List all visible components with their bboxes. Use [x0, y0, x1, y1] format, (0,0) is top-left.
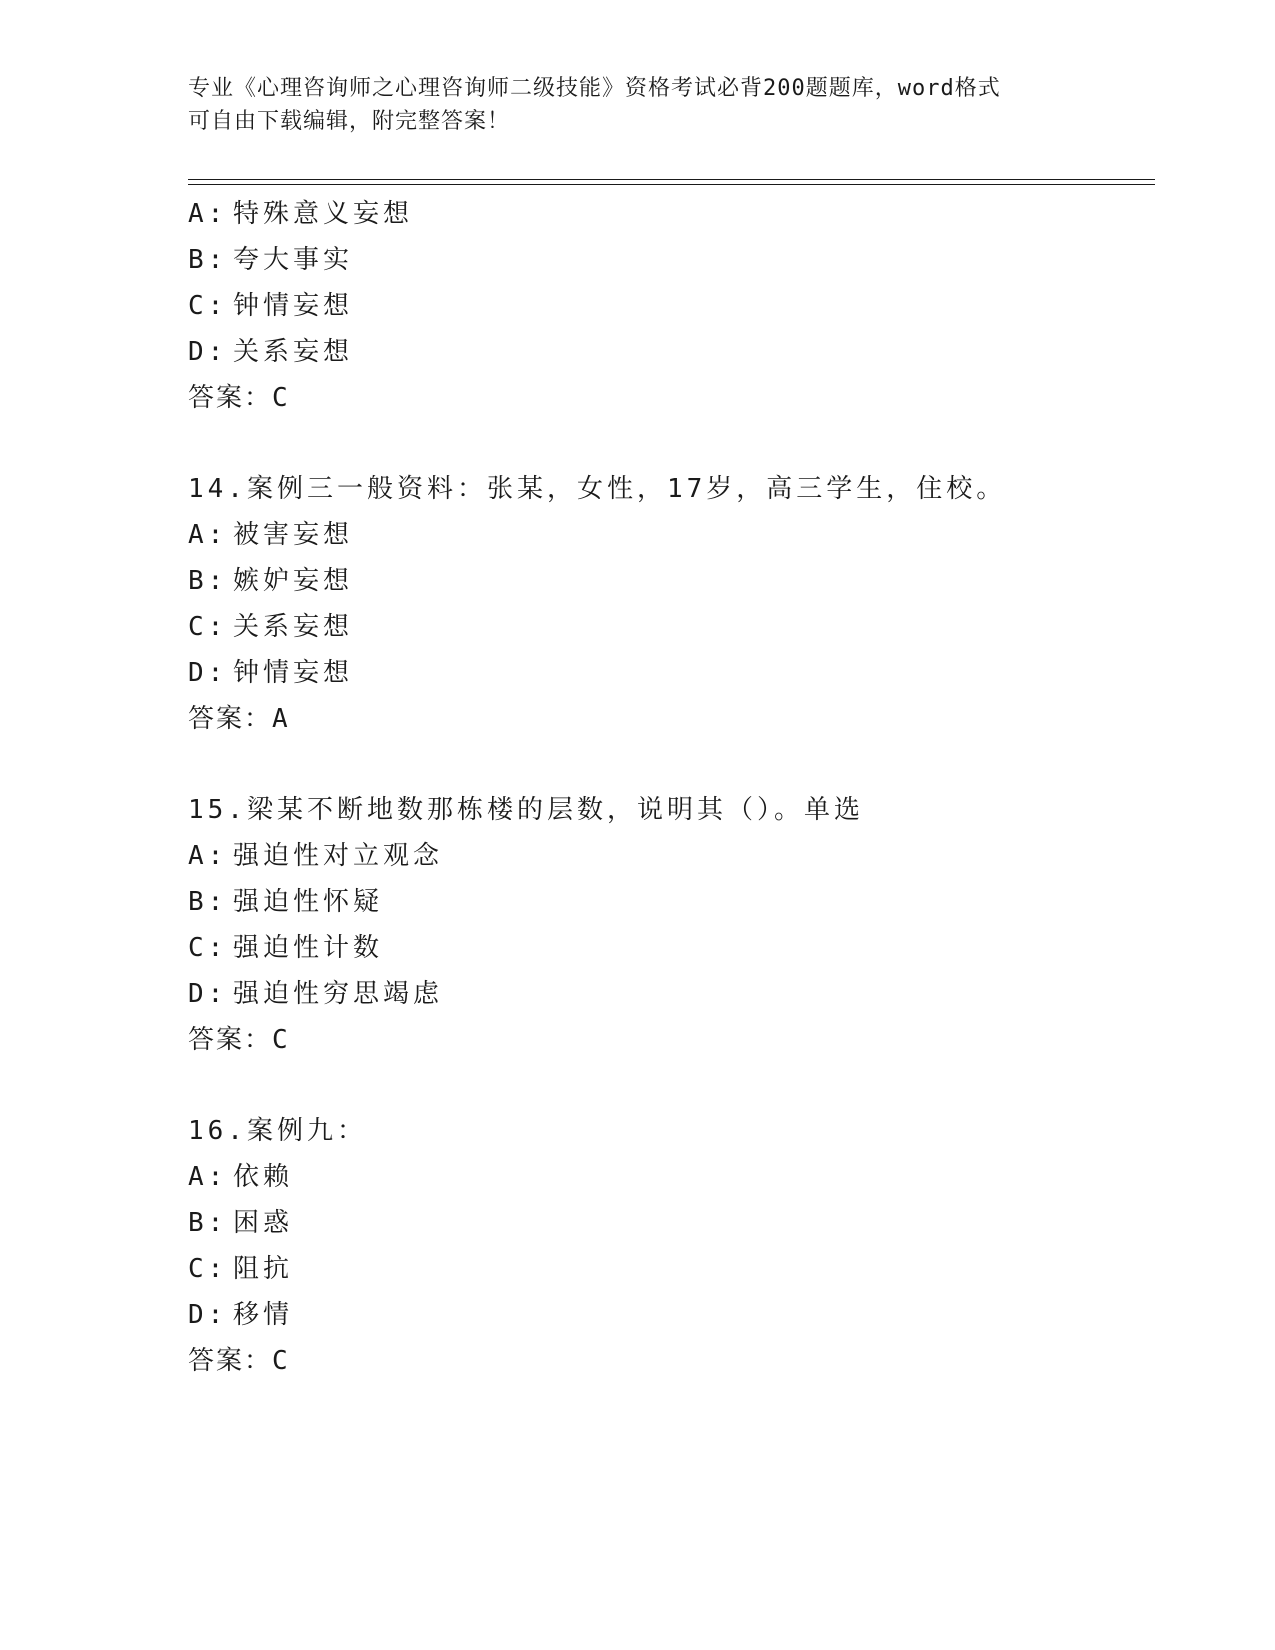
option-key: D: [188, 1300, 228, 1330]
header-divider-top [188, 179, 1155, 180]
option-text: 强迫性计数 [233, 933, 384, 963]
option-text: 依赖 [233, 1162, 294, 1192]
option-key: D: [188, 658, 228, 688]
option-key: C: [188, 933, 228, 963]
option-a [188, 1154, 1155, 1200]
option-key: D: [188, 979, 228, 1009]
option-key: C: [188, 291, 228, 321]
block-spacer [188, 1063, 1155, 1108]
option-text: 关系妄想 [233, 337, 354, 367]
question-stem: 15.梁某不断地数那栋楼的层数，说明其（）。单选 [188, 795, 864, 825]
option-d [188, 1292, 1155, 1338]
header-divider-bottom [188, 184, 1155, 185]
option-a [188, 833, 1155, 879]
option-c [188, 604, 1155, 650]
answer-label: 答案： [188, 1346, 273, 1376]
answer-line [188, 696, 1155, 742]
option-c [188, 1246, 1155, 1292]
question-block [188, 787, 1155, 1063]
option-b [188, 879, 1155, 925]
option-text: 被害妄想 [233, 520, 354, 550]
answer-value: C [272, 383, 290, 413]
document-header [188, 72, 1088, 138]
option-text: 移情 [233, 1300, 294, 1330]
option-key: C: [188, 612, 228, 642]
option-a [188, 191, 1155, 237]
option-d [188, 971, 1155, 1017]
answer-label: 答案： [188, 383, 273, 413]
option-text: 强迫性穷思竭虑 [233, 979, 444, 1009]
question-block [188, 191, 1155, 421]
option-c [188, 283, 1155, 329]
option-key: A: [188, 841, 228, 871]
option-text: 阻抗 [233, 1254, 294, 1284]
answer-value: C [272, 1346, 290, 1376]
option-d [188, 329, 1155, 375]
option-text: 困惑 [233, 1208, 294, 1238]
question-block [188, 466, 1155, 742]
header-line-2: 可自由下载编辑，附完整答案！ [188, 109, 511, 134]
option-b [188, 237, 1155, 283]
question-list [188, 191, 1155, 1384]
option-key: B: [188, 245, 228, 275]
answer-line [188, 375, 1155, 421]
option-key: B: [188, 887, 228, 917]
question-stem: 16.案例九： [188, 1116, 367, 1146]
option-c [188, 925, 1155, 971]
option-text: 强迫性对立观念 [233, 841, 444, 871]
option-text: 钟情妄想 [233, 658, 354, 688]
option-text: 强迫性怀疑 [233, 887, 384, 917]
option-key: B: [188, 566, 228, 596]
question-block [188, 1108, 1155, 1384]
option-key: D: [188, 337, 228, 367]
option-text: 夸大事实 [233, 245, 354, 275]
answer-line [188, 1338, 1155, 1384]
answer-line [188, 1017, 1155, 1063]
option-key: C: [188, 1254, 228, 1284]
answer-label: 答案： [188, 704, 273, 734]
option-text: 嫉妒妄想 [233, 566, 354, 596]
block-spacer [188, 742, 1155, 787]
option-key: B: [188, 1208, 228, 1238]
option-key: A: [188, 1162, 228, 1192]
answer-value: A [272, 704, 290, 734]
block-spacer [188, 421, 1155, 466]
option-text: 特殊意义妄想 [233, 199, 414, 229]
option-a [188, 512, 1155, 558]
answer-label: 答案： [188, 1025, 273, 1055]
question-stem: 14.案例三一般资料：张某，女性，17岁，高三学生，住校。 [188, 474, 1007, 504]
header-line-1: 专业《心理咨询师之心理咨询师二级技能》资格考试必背200题题库，word格式 [188, 76, 1001, 101]
option-key: A: [188, 199, 228, 229]
option-b [188, 1200, 1155, 1246]
option-text: 钟情妄想 [233, 291, 354, 321]
option-d [188, 650, 1155, 696]
answer-value: C [272, 1025, 290, 1055]
option-text: 关系妄想 [233, 612, 354, 642]
option-b [188, 558, 1155, 604]
option-key: A: [188, 520, 228, 550]
